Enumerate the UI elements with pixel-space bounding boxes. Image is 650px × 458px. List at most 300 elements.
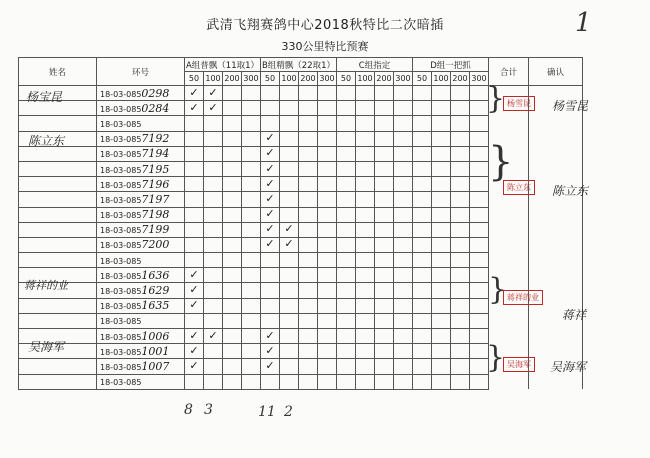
mark-cell-b[interactable] [280,222,299,237]
mark-cell-d[interactable] [413,222,432,237]
mark-cell-d[interactable] [470,207,489,222]
mark-cell-d[interactable] [470,161,489,176]
mark-cell-a[interactable] [185,329,204,344]
mark-cell-b[interactable] [318,329,337,344]
mark-cell-d[interactable] [413,374,432,389]
mark-cell-a[interactable] [204,161,223,176]
mark-cell-c[interactable] [337,192,356,207]
mark-cell-d[interactable] [432,131,451,146]
mark-cell-c[interactable] [394,222,413,237]
mark-cell-c[interactable] [375,101,394,116]
mark-cell-a[interactable] [204,344,223,359]
mark-cell-a[interactable] [204,131,223,146]
mark-cell-d[interactable] [432,329,451,344]
mark-cell-a[interactable] [242,329,261,344]
mark-cell-c[interactable] [375,359,394,374]
mark-cell-b[interactable] [261,222,280,237]
mark-cell-a[interactable] [223,101,242,116]
mark-cell-d[interactable] [432,374,451,389]
mark-cell-c[interactable] [337,101,356,116]
mark-cell-b[interactable] [261,116,280,131]
mark-cell-a[interactable] [185,374,204,389]
mark-cell-b[interactable] [299,116,318,131]
mark-cell-c[interactable] [375,161,394,176]
mark-cell-a[interactable] [204,283,223,298]
mark-cell-c[interactable] [337,268,356,283]
mark-cell-b[interactable] [280,86,299,101]
mark-cell-c[interactable] [375,86,394,101]
mark-cell-a[interactable] [204,222,223,237]
mark-cell-a[interactable] [185,359,204,374]
mark-cell-c[interactable] [356,116,375,131]
mark-cell-d[interactable] [413,253,432,268]
mark-cell-c[interactable] [337,177,356,192]
mark-cell-d[interactable] [432,344,451,359]
mark-cell-d[interactable] [451,313,470,328]
mark-cell-c[interactable] [394,329,413,344]
mark-cell-a[interactable] [185,222,204,237]
mark-cell-c[interactable] [356,222,375,237]
mark-cell-a[interactable] [242,177,261,192]
mark-cell-d[interactable] [413,344,432,359]
mark-cell-b[interactable] [318,131,337,146]
mark-cell-d[interactable] [432,283,451,298]
mark-cell-b[interactable] [299,207,318,222]
mark-cell-c[interactable] [337,283,356,298]
mark-cell-b[interactable] [280,116,299,131]
mark-cell-c[interactable] [394,253,413,268]
mark-cell-b[interactable] [261,359,280,374]
mark-cell-d[interactable] [413,207,432,222]
mark-cell-a[interactable] [204,101,223,116]
mark-cell-a[interactable] [223,298,242,313]
mark-cell-d[interactable] [432,86,451,101]
mark-cell-d[interactable] [451,146,470,161]
mark-cell-a[interactable] [204,116,223,131]
mark-cell-b[interactable] [261,161,280,176]
mark-cell-a[interactable] [185,101,204,116]
mark-cell-a[interactable] [204,146,223,161]
mark-cell-b[interactable] [280,192,299,207]
mark-cell-b[interactable] [318,237,337,252]
mark-cell-d[interactable] [413,161,432,176]
mark-cell-c[interactable] [337,131,356,146]
mark-cell-a[interactable] [223,344,242,359]
mark-cell-c[interactable] [375,344,394,359]
mark-cell-b[interactable] [299,237,318,252]
mark-cell-d[interactable] [432,101,451,116]
mark-cell-a[interactable] [242,101,261,116]
mark-cell-c[interactable] [375,237,394,252]
mark-cell-b[interactable] [318,86,337,101]
mark-cell-b[interactable] [261,344,280,359]
mark-cell-d[interactable] [432,253,451,268]
mark-cell-b[interactable] [318,313,337,328]
mark-cell-c[interactable] [337,298,356,313]
mark-cell-c[interactable] [375,329,394,344]
mark-cell-b[interactable] [299,131,318,146]
mark-cell-c[interactable] [337,359,356,374]
mark-cell-a[interactable] [242,298,261,313]
mark-cell-d[interactable] [470,268,489,283]
mark-cell-c[interactable] [356,298,375,313]
mark-cell-b[interactable] [280,253,299,268]
mark-cell-d[interactable] [451,298,470,313]
mark-cell-a[interactable] [223,222,242,237]
mark-cell-b[interactable] [299,192,318,207]
mark-cell-a[interactable] [185,237,204,252]
mark-cell-d[interactable] [451,207,470,222]
mark-cell-d[interactable] [432,192,451,207]
mark-cell-d[interactable] [451,374,470,389]
mark-cell-c[interactable] [356,146,375,161]
mark-cell-b[interactable] [318,253,337,268]
mark-cell-c[interactable] [356,101,375,116]
mark-cell-d[interactable] [413,146,432,161]
mark-cell-d[interactable] [451,237,470,252]
mark-cell-b[interactable] [280,177,299,192]
mark-cell-a[interactable] [204,237,223,252]
mark-cell-a[interactable] [185,192,204,207]
mark-cell-b[interactable] [280,268,299,283]
mark-cell-a[interactable] [242,116,261,131]
mark-cell-a[interactable] [204,329,223,344]
mark-cell-a[interactable] [242,146,261,161]
mark-cell-a[interactable] [242,192,261,207]
mark-cell-c[interactable] [394,237,413,252]
mark-cell-a[interactable] [242,359,261,374]
mark-cell-c[interactable] [394,131,413,146]
mark-cell-d[interactable] [470,222,489,237]
mark-cell-b[interactable] [318,283,337,298]
mark-cell-d[interactable] [451,359,470,374]
mark-cell-a[interactable] [223,374,242,389]
mark-cell-b[interactable] [261,313,280,328]
mark-cell-c[interactable] [394,177,413,192]
mark-cell-d[interactable] [413,131,432,146]
mark-cell-a[interactable] [204,268,223,283]
mark-cell-b[interactable] [261,192,280,207]
mark-cell-b[interactable] [280,283,299,298]
mark-cell-b[interactable] [299,298,318,313]
mark-cell-c[interactable] [356,313,375,328]
mark-cell-c[interactable] [375,131,394,146]
mark-cell-b[interactable] [299,359,318,374]
mark-cell-b[interactable] [299,86,318,101]
mark-cell-d[interactable] [432,207,451,222]
mark-cell-c[interactable] [356,192,375,207]
mark-cell-a[interactable] [242,161,261,176]
mark-cell-d[interactable] [451,329,470,344]
mark-cell-a[interactable] [223,192,242,207]
mark-cell-a[interactable] [223,116,242,131]
mark-cell-a[interactable] [242,207,261,222]
mark-cell-b[interactable] [299,146,318,161]
mark-cell-b[interactable] [318,116,337,131]
mark-cell-c[interactable] [394,146,413,161]
mark-cell-a[interactable] [223,329,242,344]
mark-cell-b[interactable] [280,359,299,374]
mark-cell-a[interactable] [204,86,223,101]
mark-cell-a[interactable] [223,283,242,298]
mark-cell-c[interactable] [356,177,375,192]
mark-cell-d[interactable] [432,237,451,252]
mark-cell-a[interactable] [204,253,223,268]
mark-cell-a[interactable] [223,177,242,192]
mark-cell-c[interactable] [394,268,413,283]
mark-cell-a[interactable] [242,268,261,283]
mark-cell-b[interactable] [318,101,337,116]
mark-cell-b[interactable] [261,101,280,116]
mark-cell-d[interactable] [413,359,432,374]
mark-cell-d[interactable] [432,177,451,192]
mark-cell-a[interactable] [185,131,204,146]
mark-cell-a[interactable] [223,86,242,101]
mark-cell-c[interactable] [337,161,356,176]
mark-cell-d[interactable] [432,222,451,237]
mark-cell-b[interactable] [318,222,337,237]
mark-cell-c[interactable] [394,298,413,313]
mark-cell-b[interactable] [299,374,318,389]
mark-cell-b[interactable] [280,344,299,359]
mark-cell-a[interactable] [242,222,261,237]
mark-cell-b[interactable] [280,207,299,222]
mark-cell-d[interactable] [451,177,470,192]
mark-cell-b[interactable] [261,177,280,192]
mark-cell-c[interactable] [394,161,413,176]
mark-cell-a[interactable] [223,313,242,328]
mark-cell-d[interactable] [451,253,470,268]
mark-cell-d[interactable] [413,237,432,252]
mark-cell-c[interactable] [337,313,356,328]
mark-cell-c[interactable] [375,177,394,192]
mark-cell-b[interactable] [318,177,337,192]
mark-cell-b[interactable] [299,253,318,268]
mark-cell-d[interactable] [413,192,432,207]
mark-cell-d[interactable] [451,161,470,176]
mark-cell-d[interactable] [451,131,470,146]
mark-cell-a[interactable] [185,253,204,268]
mark-cell-c[interactable] [375,374,394,389]
mark-cell-c[interactable] [337,253,356,268]
mark-cell-c[interactable] [375,283,394,298]
mark-cell-b[interactable] [261,329,280,344]
mark-cell-c[interactable] [375,146,394,161]
mark-cell-a[interactable] [185,146,204,161]
mark-cell-d[interactable] [451,222,470,237]
mark-cell-b[interactable] [261,86,280,101]
mark-cell-b[interactable] [261,146,280,161]
mark-cell-d[interactable] [413,313,432,328]
mark-cell-b[interactable] [318,146,337,161]
mark-cell-d[interactable] [470,253,489,268]
mark-cell-c[interactable] [337,237,356,252]
mark-cell-b[interactable] [280,161,299,176]
mark-cell-a[interactable] [223,146,242,161]
mark-cell-a[interactable] [242,313,261,328]
mark-cell-d[interactable] [451,344,470,359]
mark-cell-d[interactable] [432,359,451,374]
mark-cell-b[interactable] [299,222,318,237]
mark-cell-a[interactable] [204,207,223,222]
mark-cell-c[interactable] [375,116,394,131]
mark-cell-b[interactable] [299,283,318,298]
mark-cell-c[interactable] [375,268,394,283]
mark-cell-c[interactable] [337,329,356,344]
mark-cell-d[interactable] [451,86,470,101]
mark-cell-c[interactable] [356,253,375,268]
mark-cell-a[interactable] [185,344,204,359]
mark-cell-b[interactable] [261,374,280,389]
mark-cell-d[interactable] [451,268,470,283]
mark-cell-d[interactable] [470,116,489,131]
mark-cell-b[interactable] [318,374,337,389]
mark-cell-b[interactable] [318,344,337,359]
mark-cell-d[interactable] [432,161,451,176]
mark-cell-b[interactable] [280,374,299,389]
mark-cell-d[interactable] [470,146,489,161]
mark-cell-b[interactable] [261,298,280,313]
mark-cell-b[interactable] [261,131,280,146]
mark-cell-a[interactable] [185,207,204,222]
mark-cell-c[interactable] [375,253,394,268]
mark-cell-c[interactable] [375,298,394,313]
mark-cell-a[interactable] [185,283,204,298]
mark-cell-c[interactable] [375,192,394,207]
mark-cell-d[interactable] [413,298,432,313]
mark-cell-b[interactable] [318,207,337,222]
mark-cell-d[interactable] [432,313,451,328]
mark-cell-a[interactable] [204,359,223,374]
mark-cell-a[interactable] [223,237,242,252]
mark-cell-d[interactable] [470,298,489,313]
mark-cell-c[interactable] [394,313,413,328]
mark-cell-a[interactable] [223,268,242,283]
mark-cell-d[interactable] [413,283,432,298]
mark-cell-a[interactable] [242,86,261,101]
mark-cell-a[interactable] [242,237,261,252]
mark-cell-d[interactable] [413,177,432,192]
mark-cell-b[interactable] [318,298,337,313]
mark-cell-a[interactable] [185,298,204,313]
mark-cell-c[interactable] [337,207,356,222]
mark-cell-c[interactable] [394,116,413,131]
mark-cell-c[interactable] [394,207,413,222]
mark-cell-a[interactable] [223,161,242,176]
mark-cell-a[interactable] [242,344,261,359]
mark-cell-c[interactable] [394,374,413,389]
mark-cell-c[interactable] [356,268,375,283]
mark-cell-d[interactable] [451,192,470,207]
mark-cell-d[interactable] [413,86,432,101]
mark-cell-c[interactable] [356,86,375,101]
mark-cell-b[interactable] [261,268,280,283]
mark-cell-b[interactable] [318,192,337,207]
mark-cell-a[interactable] [223,359,242,374]
mark-cell-c[interactable] [337,222,356,237]
mark-cell-c[interactable] [337,374,356,389]
mark-cell-b[interactable] [299,329,318,344]
mark-cell-a[interactable] [204,177,223,192]
mark-cell-b[interactable] [280,131,299,146]
mark-cell-b[interactable] [280,146,299,161]
mark-cell-c[interactable] [356,283,375,298]
mark-cell-a[interactable] [185,177,204,192]
mark-cell-c[interactable] [337,146,356,161]
mark-cell-a[interactable] [185,116,204,131]
mark-cell-c[interactable] [394,101,413,116]
mark-cell-c[interactable] [356,131,375,146]
mark-cell-c[interactable] [337,344,356,359]
mark-cell-d[interactable] [413,101,432,116]
mark-cell-d[interactable] [470,374,489,389]
mark-cell-a[interactable] [223,131,242,146]
mark-cell-d[interactable] [470,177,489,192]
mark-cell-b[interactable] [318,161,337,176]
mark-cell-b[interactable] [299,177,318,192]
mark-cell-c[interactable] [356,329,375,344]
mark-cell-b[interactable] [318,268,337,283]
mark-cell-a[interactable] [204,298,223,313]
mark-cell-b[interactable] [299,268,318,283]
mark-cell-c[interactable] [356,237,375,252]
mark-cell-c[interactable] [394,283,413,298]
mark-cell-c[interactable] [356,161,375,176]
mark-cell-c[interactable] [375,207,394,222]
mark-cell-d[interactable] [470,192,489,207]
mark-cell-b[interactable] [261,253,280,268]
mark-cell-b[interactable] [299,344,318,359]
mark-cell-c[interactable] [394,192,413,207]
mark-cell-a[interactable] [242,374,261,389]
mark-cell-a[interactable] [242,131,261,146]
mark-cell-d[interactable] [470,131,489,146]
mark-cell-a[interactable] [223,207,242,222]
mark-cell-b[interactable] [299,313,318,328]
mark-cell-c[interactable] [394,86,413,101]
mark-cell-d[interactable] [451,283,470,298]
mark-cell-d[interactable] [451,101,470,116]
mark-cell-d[interactable] [413,116,432,131]
mark-cell-d[interactable] [432,116,451,131]
mark-cell-a[interactable] [185,86,204,101]
mark-cell-d[interactable] [470,313,489,328]
mark-cell-d[interactable] [432,268,451,283]
mark-cell-c[interactable] [356,359,375,374]
mark-cell-a[interactable] [242,283,261,298]
mark-cell-b[interactable] [261,283,280,298]
mark-cell-c[interactable] [394,359,413,374]
mark-cell-b[interactable] [280,313,299,328]
mark-cell-b[interactable] [280,298,299,313]
mark-cell-a[interactable] [223,253,242,268]
mark-cell-a[interactable] [185,268,204,283]
mark-cell-c[interactable] [356,207,375,222]
mark-cell-c[interactable] [375,313,394,328]
mark-cell-b[interactable] [261,207,280,222]
mark-cell-d[interactable] [451,116,470,131]
mark-cell-b[interactable] [299,101,318,116]
mark-cell-a[interactable] [185,313,204,328]
mark-cell-b[interactable] [280,329,299,344]
mark-cell-a[interactable] [242,253,261,268]
mark-cell-d[interactable] [413,329,432,344]
mark-cell-c[interactable] [356,374,375,389]
mark-cell-d[interactable] [432,298,451,313]
mark-cell-c[interactable] [337,116,356,131]
mark-cell-c[interactable] [337,86,356,101]
mark-cell-c[interactable] [356,344,375,359]
